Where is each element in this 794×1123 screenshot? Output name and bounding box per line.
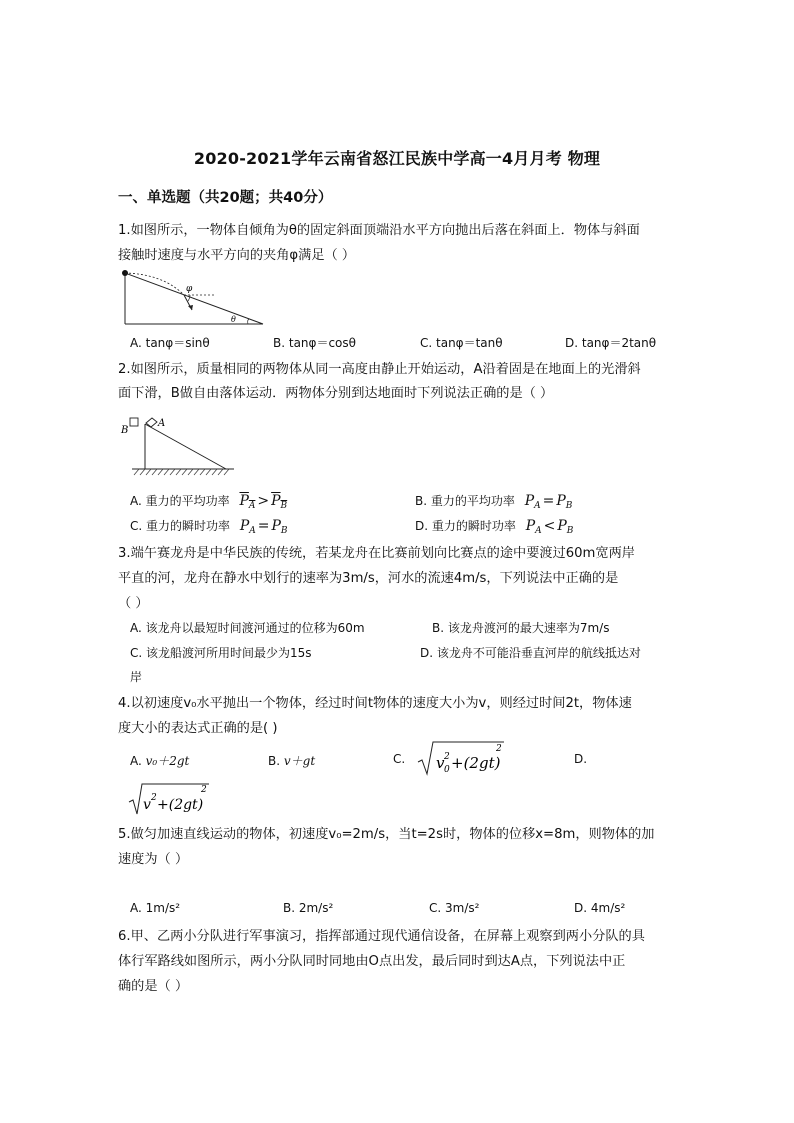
- q3-option-c[interactable]: C. 该龙船渡河所用时间最少为15s: [130, 646, 312, 660]
- q3-option-b[interactable]: B. 该龙舟渡河的最大速率为7m/s: [432, 621, 610, 635]
- question-3-text-line1: 3.端午赛龙舟是中华民族的传统，若某龙舟在比赛前划向比赛点的途中要渡过60m宽两岸: [118, 546, 635, 561]
- ground-hatching: [134, 469, 229, 475]
- q2-option-b-text: B. 重力的平均功率: [415, 494, 515, 508]
- q4-option-d-label: D.: [574, 752, 588, 766]
- q2-option-a-text: A. 重力的平均功率: [130, 494, 230, 508]
- question-1-text-line1: 1.如图所示，一物体自倾角为θ的固定斜面顶端沿水平方向抛出后落在斜面上．物体与斜面: [118, 223, 640, 238]
- phi-label: φ: [186, 284, 193, 294]
- page-title: 2020-2021学年云南省怒江民族中学高一4月月考 物理: [193, 149, 601, 168]
- label-a: A: [158, 418, 166, 429]
- question-4-text-line2: 度大小的表达式正确的是( ): [118, 721, 278, 736]
- q2-option-d[interactable]: [415, 517, 573, 536]
- slope-incline: [125, 273, 263, 324]
- question-1-text-line2: 接触时速度与水平方向的夹角φ满足（ ）: [118, 248, 356, 263]
- theta-label: θ: [231, 315, 236, 324]
- q4-option-a[interactable]: [130, 752, 189, 769]
- label-b: B: [121, 425, 129, 436]
- svg-text:2: 2: [151, 793, 157, 803]
- q1-option-d[interactable]: D. tanφ＝2tanθ: [565, 336, 657, 350]
- q1-option-c[interactable]: C. tanφ＝tanθ: [420, 336, 503, 350]
- question-5-text-line2: 速度为（ ）: [118, 852, 189, 867]
- q4-option-b-label: B.: [268, 754, 281, 768]
- question-6-text-line2: 体行军路线如图所示，两小分队同时同地由O点出发，最后同时到达A点，下列说法中正: [118, 954, 626, 969]
- question-6-text-line1: 6.甲、乙两小分队进行军事演习，指挥部通过现代通信设备，在屏幕上观察到两小分队的具: [118, 929, 645, 944]
- q3-option-a[interactable]: A. 该龙舟以最短时间渡河通过的位移为60m: [130, 621, 365, 635]
- q4-option-c-formula: [416, 738, 506, 778]
- question-2-text-line1: 2.如图所示，质量相同的两物体从同一高度由静止开始运动，A沿着固是在地面上的光滑斜: [118, 362, 641, 377]
- q1-option-b[interactable]: B. tanφ＝cosθ: [273, 336, 356, 350]
- question-5-text-line1: 5.做匀加速直线运动的物体，初速度v₀=2m/s，当t=2s时，物体的位移x=8m，则物体的加: [118, 827, 655, 842]
- q4-option-b-expr: v＋gt: [283, 754, 316, 768]
- question-3-text-line2: 平直的河，龙舟在静水中划行的速率为3m/s，河水的流速4m/s，下列说法中正确的是: [118, 571, 619, 586]
- q5-option-c[interactable]: C. 3m/s²: [429, 901, 480, 915]
- svg-text:0: 0: [444, 765, 450, 775]
- theta-arc: [248, 319, 249, 324]
- section-heading: 一、单选题（共20题；共40分）: [118, 190, 333, 206]
- question-2-figure: [118, 412, 238, 478]
- svg-text:+(2gt): +(2gt): [157, 797, 204, 813]
- q2-option-c-formula: $P_A = P_B$: [239, 518, 288, 536]
- svg-text:2: 2: [496, 744, 502, 754]
- q4-option-a-label: A.: [130, 754, 142, 768]
- svg-text:2: 2: [201, 785, 207, 795]
- q4-option-d[interactable]: [574, 752, 587, 766]
- svg-text:v: v: [436, 754, 445, 772]
- q3-option-d[interactable]: D. 该龙舟不可能沿垂直河岸的航线抵达对: [420, 646, 641, 660]
- question-1-figure: [118, 268, 268, 328]
- q3-option-d-continued: 岸: [130, 670, 143, 684]
- q2-option-d-text: D. 重力的瞬时功率: [415, 519, 516, 533]
- q5-option-d[interactable]: D. 4m/s²: [574, 901, 626, 915]
- svg-text:+(2gt): +(2gt): [451, 754, 501, 772]
- q2-option-b[interactable]: [415, 492, 572, 511]
- q2-option-b-formula: $P_A = P_B$: [524, 493, 573, 511]
- q2-option-c-text: C. 重力的瞬时功率: [130, 519, 231, 533]
- q2-option-c[interactable]: [130, 517, 288, 536]
- q4-option-d-formula: [127, 780, 212, 818]
- q2-option-a[interactable]: [130, 492, 287, 511]
- q5-option-a[interactable]: A. 1m/s²: [130, 901, 181, 915]
- q4-option-c[interactable]: [393, 752, 405, 766]
- incline-slope: [145, 424, 226, 469]
- q2-option-a-formula: $P_A > P_B$: [239, 493, 288, 511]
- block-b: [130, 418, 138, 426]
- question-3-text-line3: （ ）: [118, 596, 149, 611]
- svg-text:v: v: [143, 797, 151, 813]
- q1-option-a[interactable]: A. tanφ＝sinθ: [130, 336, 210, 350]
- velocity-arrowhead: [188, 305, 193, 310]
- question-2-text-line2: 面下滑，B做自由落体运动．两物体分别到达地面时下列说法正确的是（ ）: [118, 386, 554, 401]
- question-4-text-line1: 4.以初速度v₀水平抛出一个物体，经过时间t物体的速度大小为v，则经过时间2t，物体速: [118, 696, 632, 711]
- q2-option-d-formula: $P_A < P_B$: [525, 518, 574, 536]
- question-6-text-line3: 确的是（ ）: [118, 979, 189, 994]
- q4-option-b[interactable]: [268, 752, 315, 769]
- q4-option-c-label: C.: [393, 752, 406, 766]
- svg-text:2: 2: [444, 752, 450, 762]
- q4-option-a-expr: v₀＋2gt: [145, 754, 190, 768]
- q5-option-b[interactable]: B. 2m/s²: [283, 901, 334, 915]
